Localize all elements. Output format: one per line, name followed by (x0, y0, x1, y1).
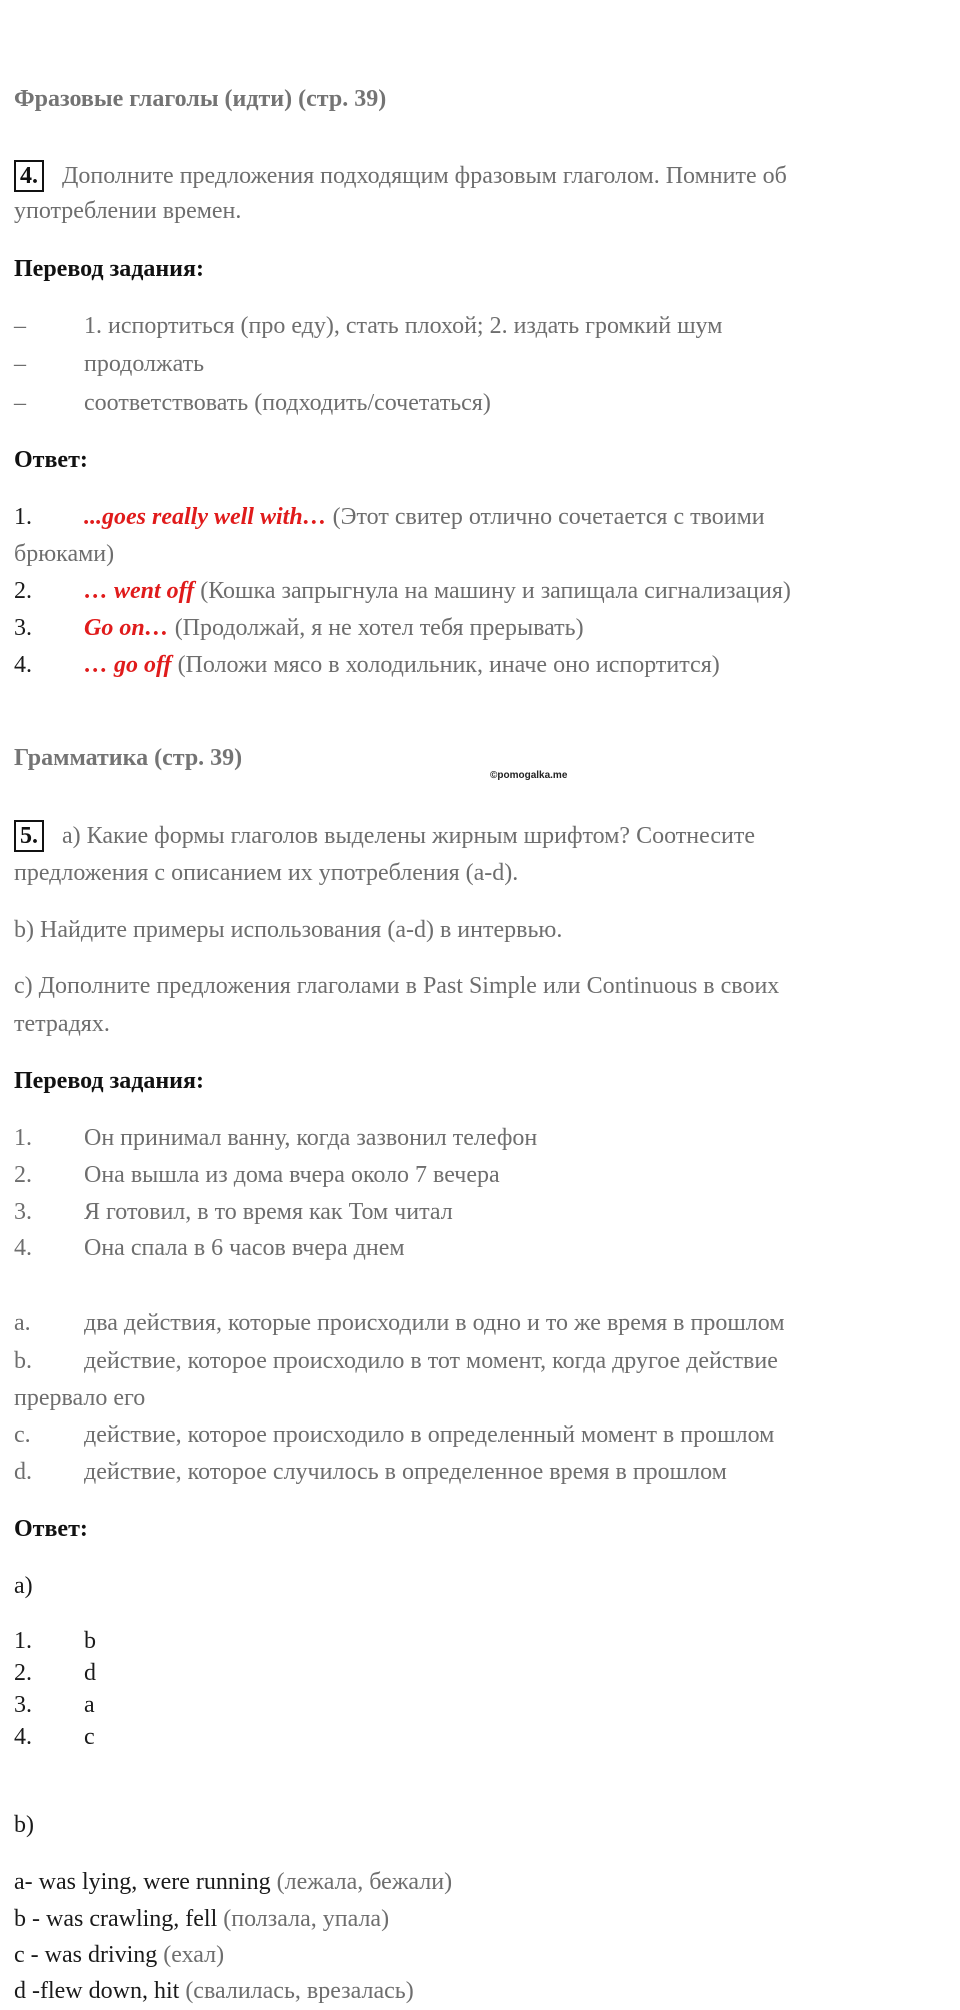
list-item (14, 1235, 405, 1262)
list-item (14, 1628, 96, 1655)
list-marker: – (14, 313, 26, 339)
answer-translation: (ехал) (157, 1942, 225, 1968)
answer-translation: (свалилась, врезалась) (179, 1978, 414, 2004)
list-marker: 3. (14, 1692, 32, 1718)
answer-translation-continued: брюками) (14, 541, 115, 567)
list-marker: 2. (14, 1660, 32, 1686)
answer-translation: (Положи мясо в холодильник, иначе оно испортится) (171, 652, 720, 678)
list-text: a (84, 1692, 95, 1718)
list-item (14, 351, 204, 378)
task-text: тетрадях. (14, 1011, 110, 1037)
task-5-line1 (14, 820, 755, 852)
list-marker: b. (14, 1348, 32, 1374)
list-item (14, 1125, 537, 1152)
answer-highlight: ...goes really well with… (84, 504, 327, 530)
list-text: действие, которое происходило в тот момент, когда другое действие (84, 1348, 778, 1374)
answer-highlight: … went off (84, 578, 195, 604)
list-marker: a. (14, 1310, 31, 1336)
answer-marker: 1. (14, 504, 32, 530)
list-item (14, 1199, 453, 1226)
task-text: Дополните предложения подходящим фразовым глаголом. Помните об (62, 163, 787, 189)
list-text: продолжать (84, 351, 205, 377)
list-item (14, 1692, 95, 1719)
list-item (14, 1310, 785, 1337)
translation-heading: Перевод задания: (14, 256, 204, 282)
task-4-line1 (14, 160, 787, 192)
answer-english: d -flew down, hit (14, 1978, 180, 2004)
answer-highlight: … go off (84, 652, 172, 678)
answer-heading: Ответ: (14, 1516, 88, 1542)
list-marker: 4. (14, 1724, 32, 1750)
answer-row (14, 504, 765, 531)
list-marker: – (14, 390, 26, 416)
list-marker: 3. (14, 1199, 32, 1225)
list-item (14, 1162, 500, 1189)
answer-row (14, 615, 584, 642)
list-marker: d. (14, 1459, 32, 1485)
answer-english: b - was crawling, fell (14, 1906, 218, 1932)
list-item (14, 1422, 774, 1449)
list-item (14, 1348, 778, 1375)
answer-highlight: Go on… (84, 615, 169, 641)
answer-english: c - was driving (14, 1942, 158, 1968)
answer-marker: 3. (14, 615, 32, 641)
answer-translation: (Продолжай, я не хотел тебя прерывать) (168, 615, 584, 641)
part-a-label: a) (14, 1573, 33, 1599)
list-marker: 2. (14, 1162, 32, 1188)
answer-row (14, 1906, 389, 1933)
list-text: 1. испортиться (про еду), стать плохой; 2. издать громкий шум (84, 313, 723, 339)
list-marker: c. (14, 1422, 31, 1448)
list-text: соответствовать (подходить/сочетаться) (84, 390, 491, 416)
answer-translation: (лежала, бежали) (270, 1869, 453, 1895)
list-text: c (84, 1724, 95, 1750)
section-title-grammar: Грамматика (стр. 39) (14, 745, 243, 771)
list-item (14, 1660, 96, 1687)
task-number-badge: 5. (14, 820, 44, 852)
list-item (14, 1724, 95, 1751)
list-item (14, 313, 722, 340)
list-text: действие, которое случилось в определенное время в прошлом (84, 1459, 727, 1485)
task-text: b) Найдите примеры использования (a-d) в интервью. (14, 917, 563, 943)
answer-translation: (Кошка запрыгнула на машину и запищала сигнализация) (194, 578, 791, 604)
answer-heading: Ответ: (14, 447, 88, 473)
answer-row (14, 1978, 414, 2005)
answer-translation: (ползала, упала) (217, 1906, 390, 1932)
list-text: действие, которое происходило в определенный момент в прошлом (84, 1422, 775, 1448)
task-text: a) Какие формы глаголов выделены жирным шрифтом? Соотнесите (62, 823, 755, 849)
list-text: Она спала в 6 часов вчера днем (84, 1235, 405, 1261)
answer-translation: (Этот свитер отлично сочетается с твоими (326, 504, 765, 530)
answer-english: a- was lying, were running (14, 1869, 271, 1895)
task-text: c) Дополните предложения глаголами в Past Simple или Continuous в своих (14, 973, 780, 999)
list-text-continued: прервало его (14, 1385, 146, 1411)
answer-row (14, 578, 791, 605)
list-marker: 4. (14, 1235, 32, 1261)
list-text: Я готовил, в то время как Том читал (84, 1199, 453, 1225)
list-item (14, 390, 491, 417)
translation-heading: Перевод задания: (14, 1068, 204, 1094)
task-text: предложения с описанием их употребления (a-d). (14, 860, 519, 886)
answer-row (14, 1942, 224, 1969)
list-text: два действия, которые происходили в одно и то же время в прошлом (84, 1310, 785, 1336)
list-text: Он принимал ванну, когда зазвонил телефон (84, 1125, 538, 1151)
part-b-label: b) (14, 1812, 34, 1838)
answer-row (14, 1869, 452, 1896)
answer-row (14, 652, 720, 679)
list-text: Она вышла из дома вчера около 7 вечера (84, 1162, 500, 1188)
list-text: b (84, 1628, 96, 1654)
list-marker: – (14, 351, 26, 377)
list-text: d (84, 1660, 96, 1686)
list-marker: 1. (14, 1125, 32, 1151)
watermark: ©pomogalka.me (490, 770, 568, 781)
answer-marker: 4. (14, 652, 32, 678)
answer-marker: 2. (14, 578, 32, 604)
task-number-badge: 4. (14, 160, 44, 192)
section-title-phrasal-verbs: Фразовые глаголы (идти) (стр. 39) (14, 86, 387, 112)
task-text: употреблении времен. (14, 198, 242, 224)
list-marker: 1. (14, 1628, 32, 1654)
list-item (14, 1459, 727, 1486)
